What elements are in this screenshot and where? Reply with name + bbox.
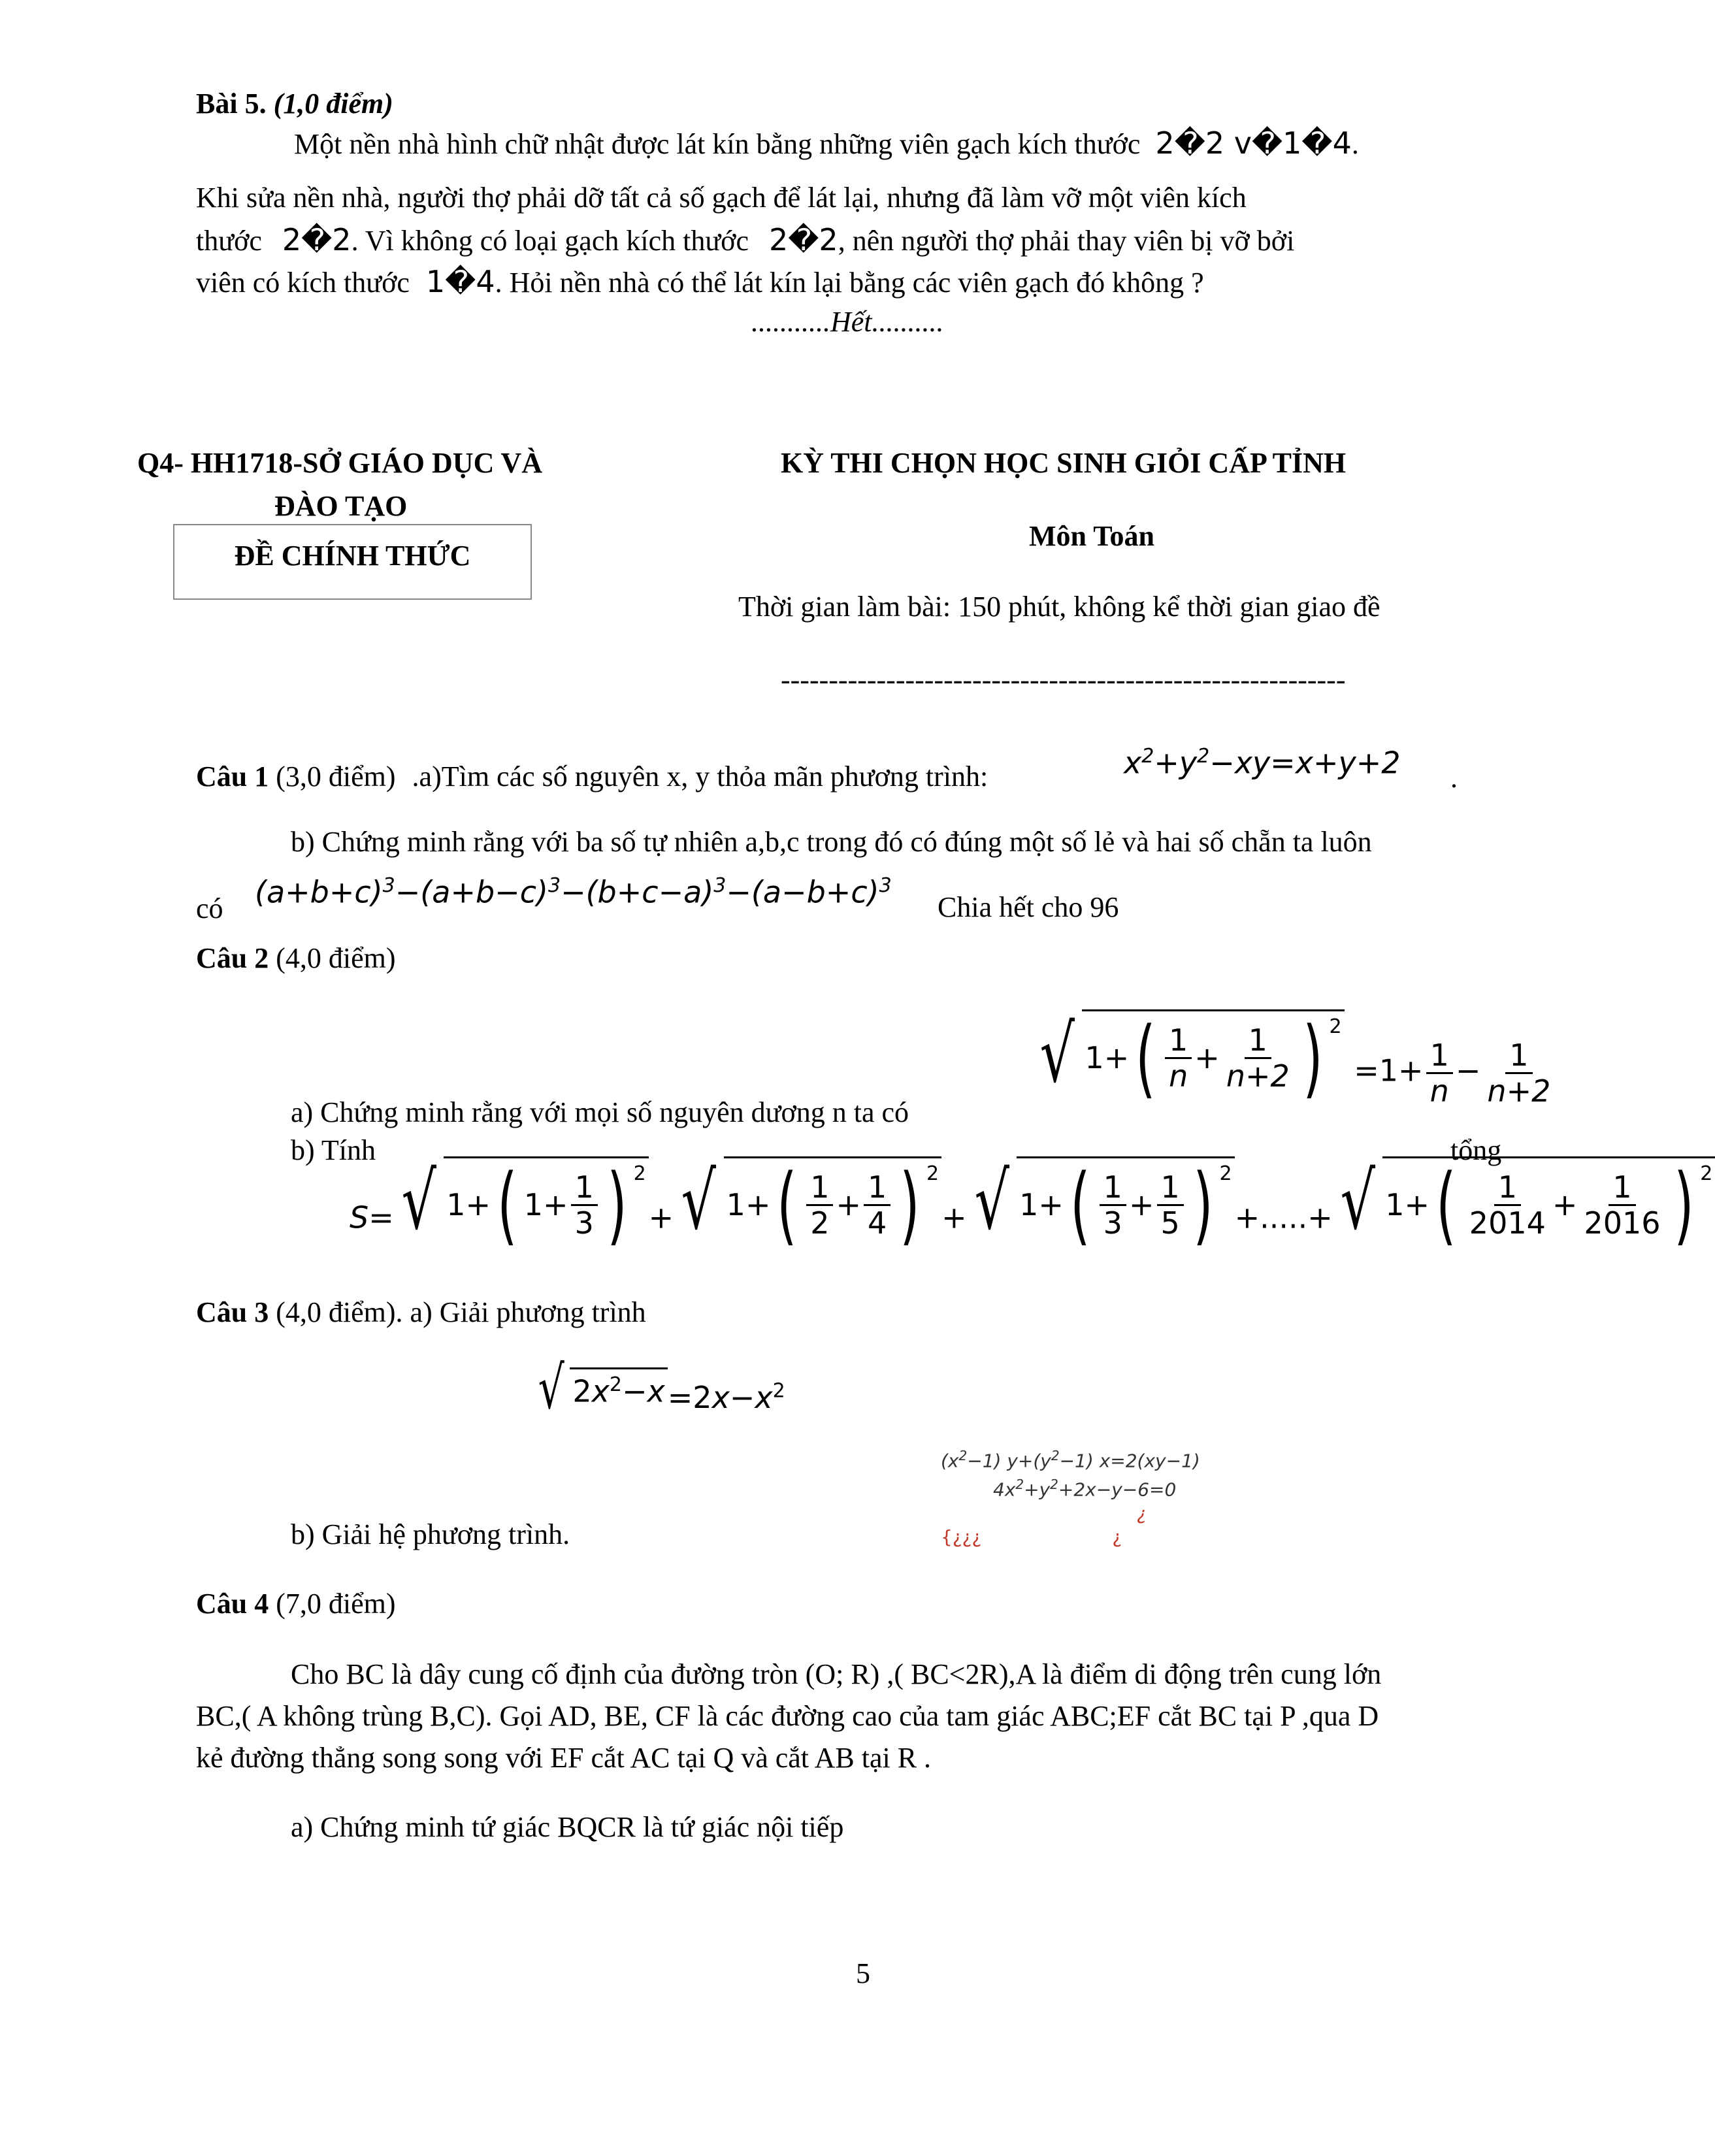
bai5-end: ...........Hết..........: [751, 306, 944, 338]
bai5-line3: [196, 220, 1294, 261]
bai5-line4: [196, 261, 1204, 303]
cau4-p3: kẻ đường thẳng song song với EF cắt AC tại Q và cắt AB tại R .: [196, 1742, 932, 1774]
bai5-line1-math: 2�2 v�1�4: [1155, 125, 1352, 161]
cau2-heading: [196, 938, 396, 979]
cau1-label: Câu 1: [196, 760, 269, 792]
cau3-system-eq1: $(x^2-1)$ $y+(y^2-1)$ x=2(xy−1): [941, 1448, 1200, 1472]
cau3-b-system: [941, 1444, 1200, 1549]
cau2-b-text: b) Tính: [291, 1134, 376, 1166]
cau3-system-eq2: $4x^2+y^2+2x-y-6=0$: [993, 1477, 1177, 1501]
cau3-a-equation: √ $2x^2-x$ $=2x-x^2$: [538, 1354, 785, 1422]
bai5-line3-m2: 2�2: [768, 222, 838, 257]
cau1-a-text: .a)Tìm các số nguyên x, y thỏa mãn phương trình:: [412, 760, 988, 792]
cau4-heading: [196, 1584, 396, 1624]
cau3-b-text: b) Giải hệ phương trình.: [291, 1518, 570, 1550]
header-divider: -----------------------------------------------------------: [781, 664, 1346, 696]
header-left-line2: ĐÀO TẠO: [274, 490, 408, 522]
cau1-b-expression: $(a+b+c)^3-(a+b-c)^3-(b+c-a)^3-(a-b+c)^3$: [255, 874, 892, 910]
cau4-label: Câu 4: [196, 1588, 269, 1620]
bai5-heading: Bài 5.: [196, 88, 267, 120]
bai5-line4-a: viên có kích thước: [196, 267, 410, 299]
exam-title: KỲ THI CHỌN HỌC SINH GIỎI CẤP TỈNH: [781, 447, 1347, 479]
cau1-points: (3,0 điểm): [276, 760, 396, 792]
cau1-b-end: Chia hết cho 96: [938, 891, 1119, 923]
exam-time: Thời gian làm bài: 150 phút, không kể thời gian giao đề: [738, 591, 1380, 623]
cau4-a-text: a) Chứng minh tứ giác BQCR là tứ giác nội tiếp: [291, 1811, 844, 1843]
bai5-line3-b: . Vì không có loại gạch kích thước: [351, 225, 749, 257]
bai5-line3-a: thước: [196, 225, 262, 257]
bai5-line4-m: 1�4: [425, 264, 495, 299]
bai5-line1-text: Một nền nhà hình chữ nhật được lát kín bằng những viên gạch kích thước: [294, 128, 1141, 160]
cau2-points: (4,0 điểm): [276, 942, 396, 974]
cau1-line-a: [196, 757, 988, 797]
cau1-dot: .: [1450, 762, 1458, 794]
cau2-b-sum: S= √ 1+ ( 1+ $\frac{1}{3}$ ) $^2$ + √ 1+ ( $\frac{1}{2}$ + $\frac{1}{4}$ ) $^2$ + √ 1+ ( $\frac{1}{3}$ + $\frac{1}{5}$ ) $^2$ +.....+ √ 1+ ( $\frac{1}{2014}$ + $\frac{1}{2016}$ ) $^2$: [350, 1156, 1715, 1247]
cau3-heading: [196, 1292, 646, 1333]
cau3-system-artifact1: ¿: [1137, 1502, 1147, 1524]
bai5-heading-line: [196, 84, 393, 124]
cau1-equation: $x^2+y^2-xy=x+y+2$: [1124, 745, 1401, 781]
bai5-line1: Một nền nhà hình chữ nhật được lát kín bằng những viên gạch kích thước 2�2 v�1�4.: [294, 125, 1359, 161]
cau4-p1: Cho BC là dây cung cố định của đường tròn (O; R) ,( BC<2R),A là điểm di động trên cung lớn: [291, 1658, 1382, 1690]
cau2-a-identity: √ 1+ ( $\frac{1}{n}$ + $\frac{1}{n+2}$ ) $^2$ =1+ $\frac{1}{n}$ − $\frac{1}{n+2}$: [1032, 1009, 1557, 1108]
bai5-line3-c: , nên người thợ phải thay viên bị vỡ bởi: [838, 225, 1295, 257]
cau2-a-text: a) Chứng minh rằng với mọi số nguyên dương n ta có: [291, 1096, 909, 1128]
cau1-b-text: b) Chứng minh rằng với ba số tự nhiên a,b,c trong đó có đúng một số lẻ và hai số chẵn ta luôn: [291, 826, 1372, 858]
page-number: 5: [856, 1957, 870, 1989]
bai5-line3-m1: 2�2: [282, 222, 351, 257]
cau4-p2: BC,( A không trùng B,C). Gọi AD, BE, CF là các đường cao của tam giác ABC;EF cắt BC tại P ,qua D: [196, 1700, 1379, 1732]
cau2-a-sqrt: √ 1+ ( $\frac{1}{n}$ + $\frac{1}{n+2}$ ) $^2$: [1032, 1009, 1345, 1100]
header-left-line1: Q4- HH1718-SỞ GIÁO DỤC VÀ: [137, 447, 543, 479]
cau2-label: Câu 2: [196, 942, 269, 974]
cau3-label: Câu 3: [196, 1296, 269, 1328]
official-box: [173, 524, 532, 600]
cau1-b-co: có: [196, 892, 223, 924]
cau3-points: (4,0 điểm). a) Giải phương trình: [276, 1296, 646, 1328]
cau2-b-tong: tổng: [1450, 1134, 1502, 1166]
cau4-points: (7,0 điểm): [276, 1588, 396, 1620]
bai5-points: (1,0 điểm): [273, 88, 393, 120]
official-label: ĐỀ CHÍNH THỨC: [234, 540, 471, 572]
cau3-system-artifact2: {¿¿¿ ¿: [941, 1526, 1122, 1548]
bai5-line4-b: . Hỏi nền nhà có thể lát kín lại bằng các viên gạch đó không ?: [495, 267, 1204, 299]
bai5-line2: Khi sửa nền nhà, người thợ phải dỡ tất cả số gạch để lát lại, nhưng đã làm vỡ một viên kích: [196, 182, 1247, 214]
subject: Môn Toán: [1029, 520, 1154, 552]
